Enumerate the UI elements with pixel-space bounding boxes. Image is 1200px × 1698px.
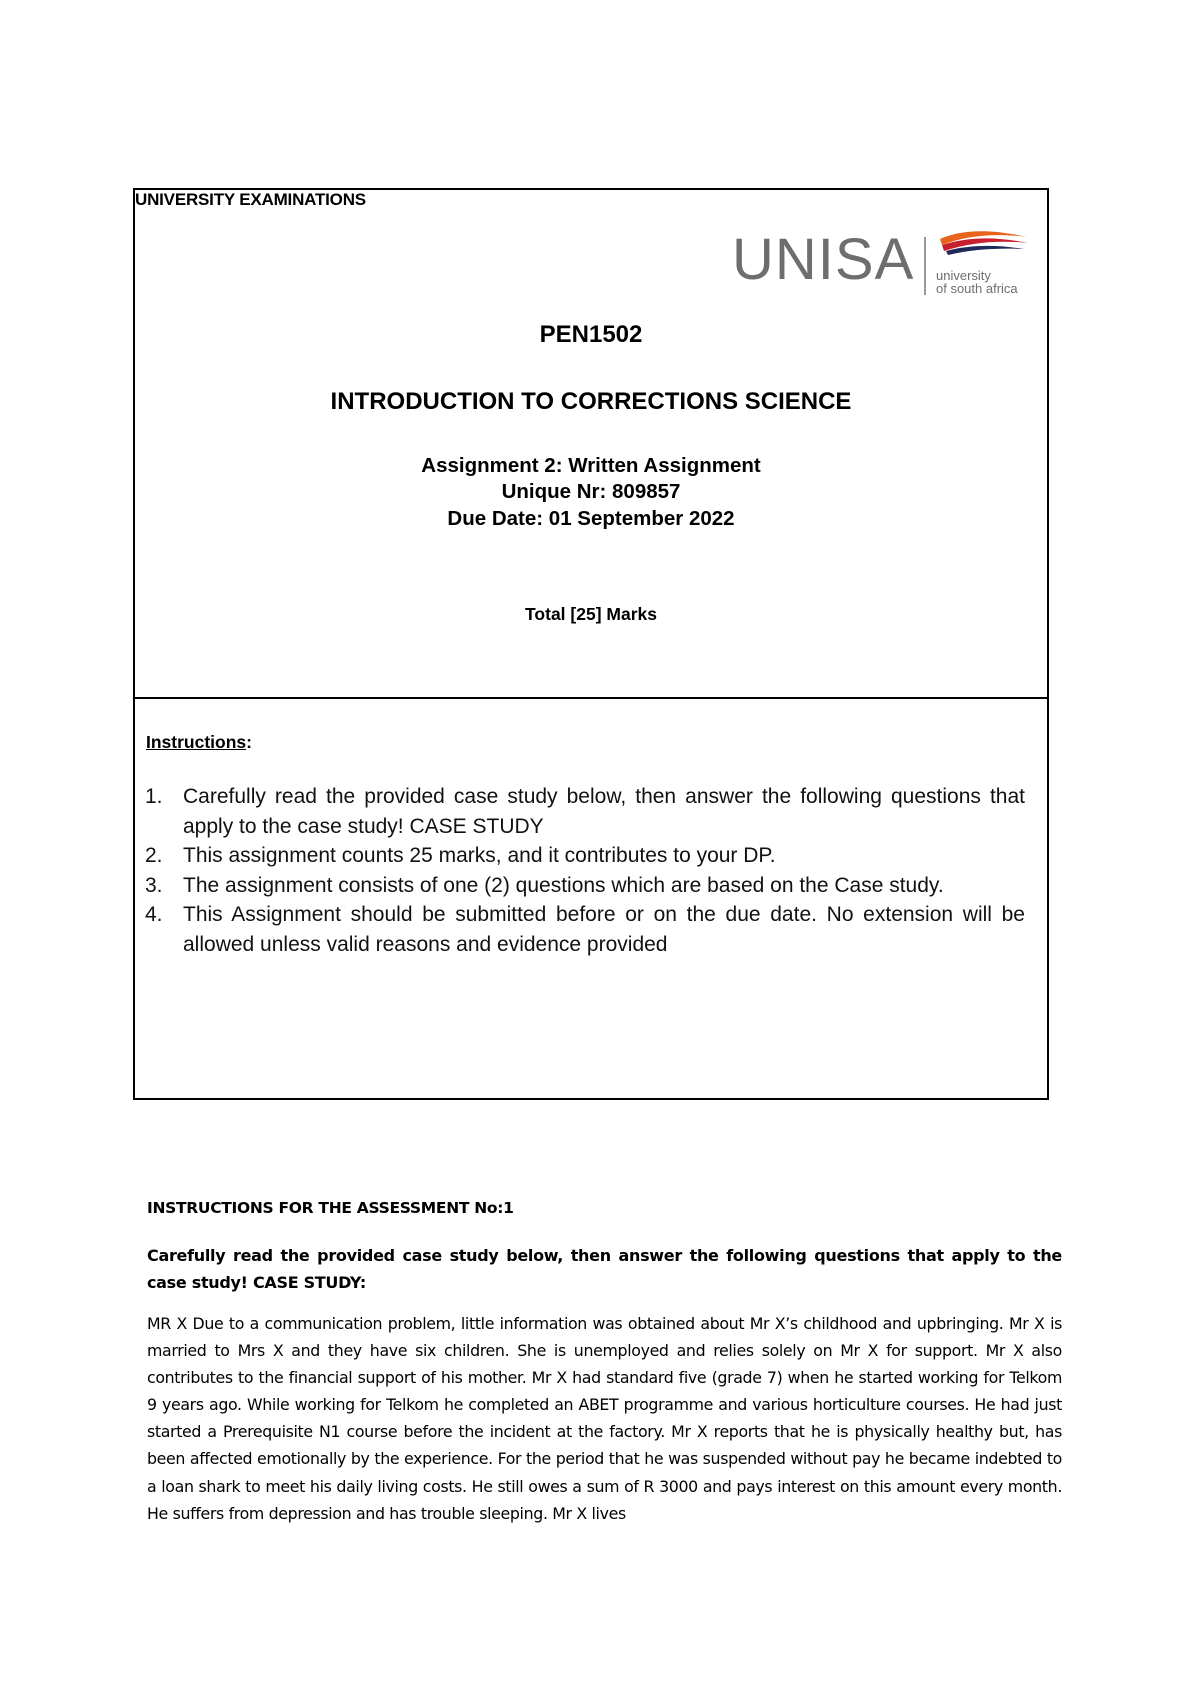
assessment-heading: INSTRUCTIONS FOR THE ASSESSMENT No:1	[147, 1199, 514, 1217]
logo-swoosh-icon	[932, 227, 1032, 267]
total-marks: Total [25] Marks	[525, 604, 657, 624]
course-code: PEN1502	[539, 321, 643, 348]
exam-label: UNIVERSITY EXAMINATIONS	[135, 190, 366, 209]
unique-number: Unique Nr: 809857	[501, 480, 681, 503]
logo-wordmark: UNISA	[732, 227, 915, 292]
case-study-text: MR X Due to a communication problem, little information was obtained about Mr X’s childhood and upbringing. Mr X is married to Mrs X and they have six children. She is unemployed and relies solely on Mr X for support. Mr X also contributes to the financial support of his mother. Mr X had standard five (grade 7) when he started working for Telkom 9 years ago. While working for Telkom he completed an ABET programme and various horticulture courses. He had just started a Prerequisite N1 course before the incident at the factory. Mr X reports that he is physically healthy but, has been affected emotionally by the experience. For the period that he was suspended without pay he became indebted to a loan shark to meet his daily living costs. He still owes a sum of R 3000 and pays interest on this amount every month. He suffers from depression and has trouble sleeping. Mr X lives	[147, 1314, 1062, 1523]
assignment-title: Assignment 2: Written Assignment	[421, 454, 761, 477]
instructions-heading: Instructions:	[146, 732, 252, 752]
instruction-item: 2. This assignment counts 25 marks, and it contributes to your DP.	[145, 844, 776, 867]
instruction-item: 4. This Assignment should be submitted before or on the due date. No extension will be allowed unless valid reasons and evidence provided	[145, 903, 1025, 956]
unisa-logo	[732, 227, 1032, 297]
instructions-box	[133, 697, 1049, 1100]
header-box	[133, 188, 1049, 699]
logo-divider	[924, 237, 926, 295]
course-title: INTRODUCTION TO CORRECTIONS SCIENCE	[330, 388, 852, 415]
instruction-item: 3. The assignment consists of one (2) questions which are based on the Case study.	[145, 873, 944, 897]
instruction-item: 1. Carefully read the provided case study below, then answer the following questions that apply to the case study! CASE STUDY	[145, 785, 1025, 838]
due-date: Due Date: 01 September 2022	[447, 507, 735, 530]
instructions-list	[145, 782, 1025, 959]
logo-tagline-2: of south africa	[936, 281, 1018, 296]
assessment-lead: Carefully read the provided case study below, then answer the following questions that apply to the case study! CASE STUDY:	[147, 1246, 1062, 1292]
logo-tagline-1: university	[936, 268, 991, 283]
